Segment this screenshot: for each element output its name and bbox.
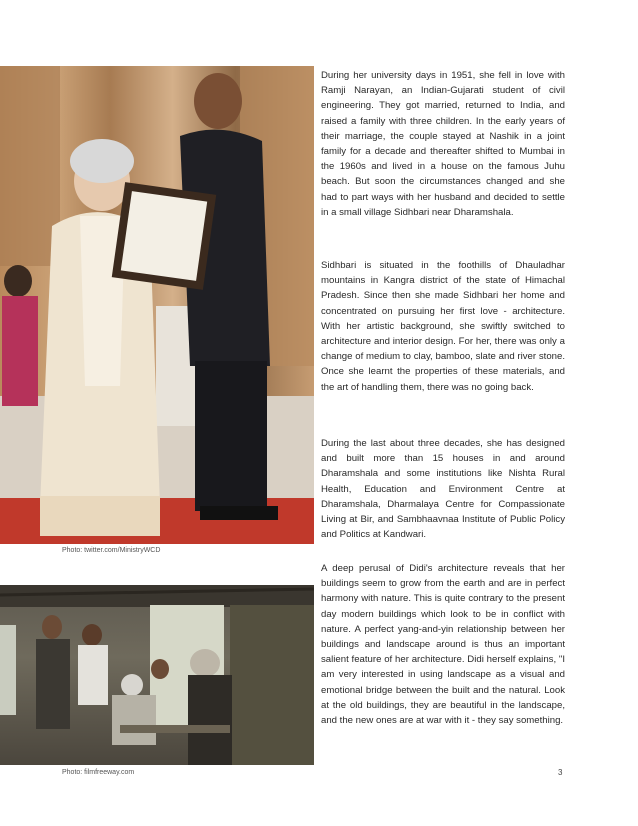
page-number: 3 [558,768,563,777]
body-paragraph: A deep perusal of Didi's architecture reveals that her buildings seem to grow from the earth and are in perfect harmony with nature. This is quite contrary to the present day modern buildings which look to be in conflict with nature. A perfect yang-and-yin relationship between her buildings and landscape around is thus an important salient feature of her architecture. Didi herself explains, "I am very interested in using landscape as a visual and emotional bridge between the built and the natural. Look at the old buildings, they are beautiful in the landscape, and the new ones are at war with it - they say something. [321,563,565,727]
award-ceremony-illustration [0,66,314,544]
body-paragraph: During her university days in 1951, she fell in love with Ramji Narayan, an Indian-Gujarati student of civil engineering. They got married, returned to India, and raised a family with three children. In the early years of their marriage, the couple stayed at Nashik in a joint family for a decade and thereafter shifted to Mumbai in the 1960s and lived in a house on the famous Juhu beach. But soon the circumstances changed and she had to part ways with her husband and decided to settle in a small village Sidhbari near Dharamshala. [321,70,565,218]
body-paragraph: During the last about three decades, she has designed and built more than 15 houses in and around Dharamshala and some institutions like Nishta Rural Health, Education and Environment Centre at Dharamshala, Dharmalaya Centre for Compassionate Living at Bir, and Sambhaavnaa Institute of Public Policy and Politics at Kandwari. [321,438,565,541]
photo-caption: Photo: filmfreeway.com [62,769,135,776]
photo-caption: Photo: twitter.com/MinistryWCD [62,547,161,554]
body-paragraph: Sidhbari is situated in the foothills of Dhauladhar mountains in Kangra district of the state of Himachal Pradesh. Since then she made Sidhbari her home and concentrated on pursuing her first love - architecture. With her artistic background, she swiftly switched to architecture and interior design. For her, there was only a change of medium to clay, bamboo, slate and river stone. Once she learnt the properties of these materials, and the art of handling them, there was no going back. [321,260,565,393]
workshop-photo [0,585,314,765]
workshop-illustration [0,585,314,765]
award-ceremony-photo [0,66,314,544]
